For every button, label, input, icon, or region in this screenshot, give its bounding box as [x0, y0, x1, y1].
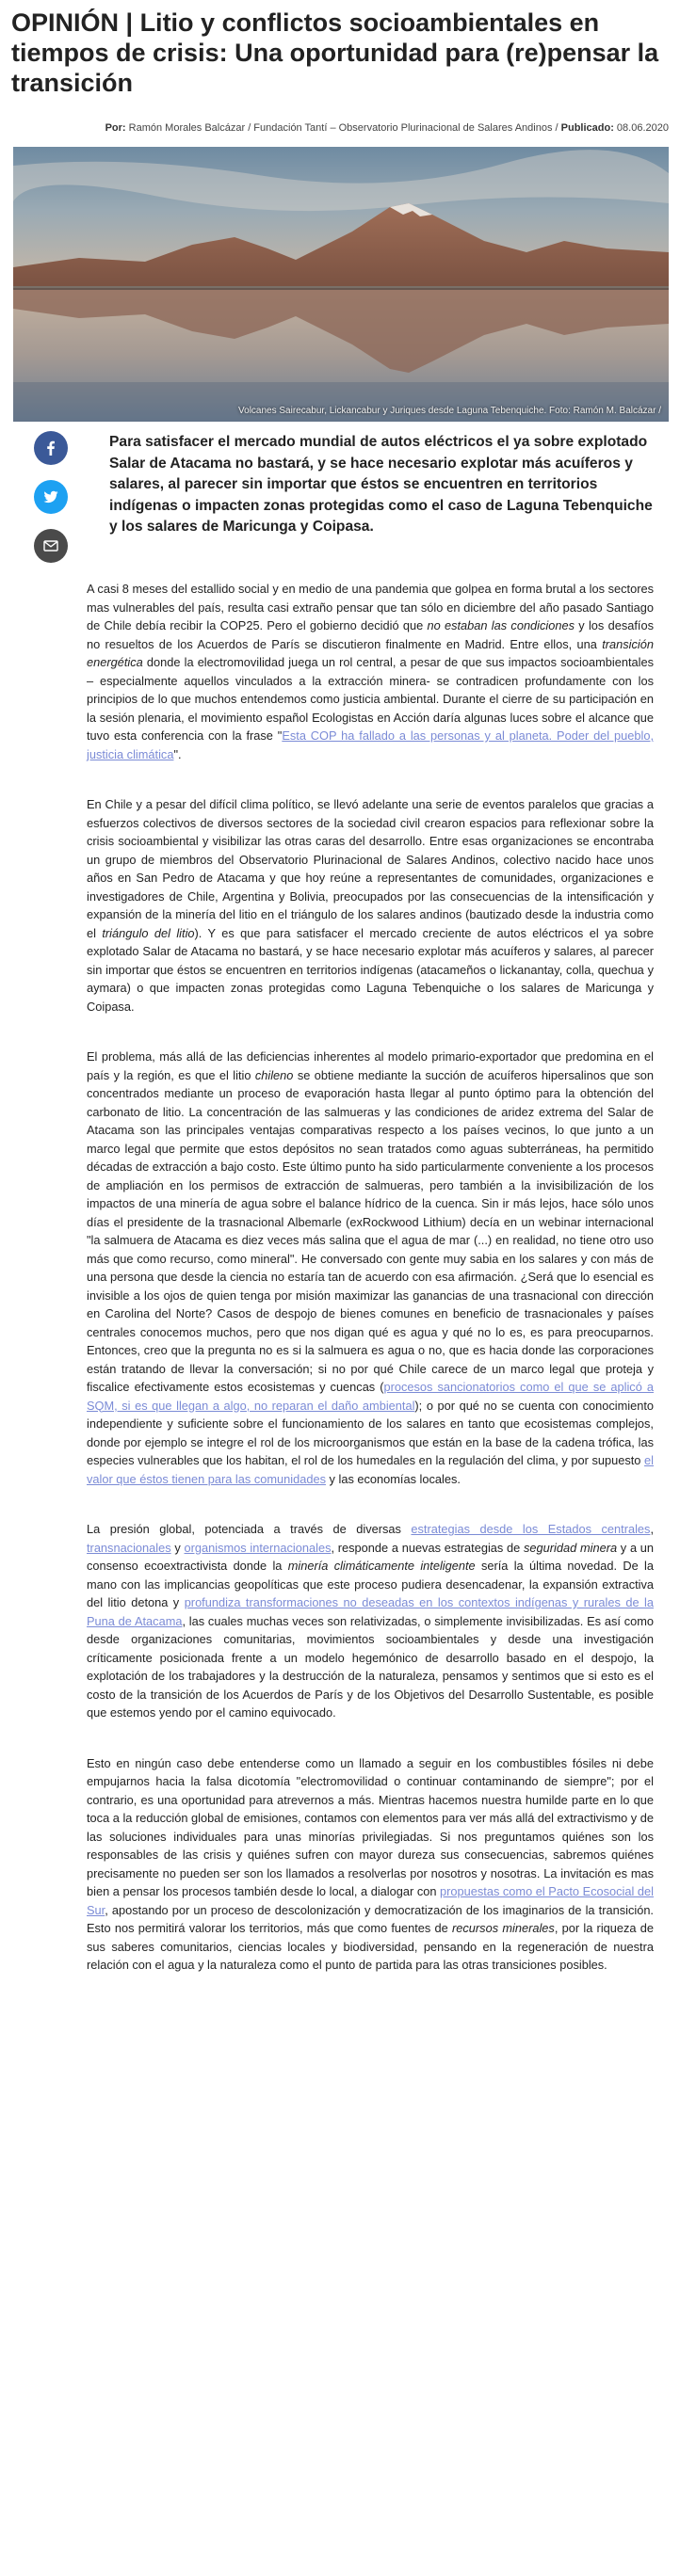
article-text: La presión global, potenciada a través de diversas: [87, 1522, 412, 1536]
article-text: ); o por qué no se cuenta con conocimiento independiente y suficiente sobre el funcionamiento de los salares en tanto que ecosistemas complejos, donde por ejemplo se integre el rol de los microorganismos que están en la base de la cadena trófica, las especies vulnerables que los habitan, el rol de los humedales en la regulación del clima, y por supuesto: [87, 1398, 655, 1467]
article-text: , responde a nuevas estrategias de: [331, 1540, 525, 1555]
article-text: , por la riqueza de sus saberes comunitarios, ciencias locales y biodiversidad, pensando en la regeneración de nuestra relación con el agua y la naturaleza como el punto de partida para las otras transiciones posibles.: [87, 1921, 654, 1972]
article-link[interactable]: el valor que éstos tienen para las comunidades: [87, 1453, 654, 1486]
article-text: donde la electromovilidad juega un rol central, a pesar de que sus impactos socioambientales – especialmente aquellos vinculados a la extracción minera- se contradicen profundamente con los principios de lo que muchos entendemos como justicia ambiental. Durante el cierre de su participación en la sesión plenaria, el movimiento español Ecologistas en Acción daría algunas luces sobre el alcance que tuvo esta conferencia con la frase ": [87, 655, 654, 743]
article-text: ). Y es que para satisfacer el mercado creciente de autos eléctricos el ya sobre explotado Salar de Atacama no bastará, y se hace necesario explotar más acuíferos y salares, al parecer sin importar que éstos se encuentren en territorios indígenas (atacameños o lickanantay, colla, quechua y aymara) o que impacten zonas protegidas como Laguna Tebenquiche o los salares de Maricunga y Coipasa.: [87, 925, 654, 1014]
byline-published-label: Publicado:: [560, 122, 614, 134]
article-link[interactable]: estrategias desde los Estados centrales: [411, 1522, 651, 1536]
article-emphasis: no estaban las condiciones: [427, 618, 575, 632]
article-text: y: [170, 1540, 185, 1555]
article-link[interactable]: Esta COP ha fallado a las personas y al planeta. Poder del pueblo, justicia climática: [87, 728, 654, 761]
article-text: El problema, más allá de las deficiencias inherentes al modelo primario-exportador que predomina en el país y la región, es que el litio: [87, 1049, 654, 1082]
article-paragraph: [87, 1048, 654, 1488]
article-text: y a un consenso ecoextractivista donde la: [87, 1540, 655, 1573]
article-lead: Para satisfacer el mercado mundial de autos eléctricos el ya sobre explotado Salar de Atacama no bastará, y se hace necesario explotar más acuíferos y salares, al parecer sin importar que éstos se encuentren en territorios indígenas o impacten zonas protegidas como el caso de Laguna Tebenquiche y los salares de Maricunga y Coipasa.: [109, 434, 653, 535]
article-text: , las cuales muchas veces son relativizadas, o simplemente invisibilizadas. Es así como desde organizaciones comunitarias, movimientos socioambientales y desde una investigación críticamente posicionada frente a un modelo hegemónico de desarrollo basado en el despojo, la explotación de los trabajadores y la destrucción de la naturaleza, pensamos y sentimos que si esto es el costo de la transición de los Acuerdos de París y de los Objetivos del Desarrollo Sustentable, es posible que estemos yendo por el camino equivocado.: [87, 1613, 654, 1720]
article-emphasis: minería climáticamente inteligente: [287, 1559, 476, 1573]
article-link[interactable]: transnacionales: [87, 1540, 171, 1555]
article-emphasis: triángulo del litio: [102, 925, 195, 940]
twitter-share-button[interactable]: [34, 480, 68, 514]
article-text: ,: [650, 1522, 654, 1536]
article-text: y las economías locales.: [325, 1471, 461, 1486]
article-link[interactable]: propuestas como el Pacto Ecosocial del Sur: [87, 1884, 654, 1917]
article-link[interactable]: procesos sancionatorios como el que se aplicó a SQM, si es que llegan a algo, no reparan el daño ambiental: [87, 1380, 654, 1413]
article-emphasis: recursos minerales: [452, 1921, 555, 1935]
article-text: A casi 8 meses del estallido social y en medio de una pandemia que golpea en forma brutal a los sectores mas vulnerables del país, resulta casi extraño pensar que tan sólo en diciembre del año pasado Santiago de Chile debía recibir la COP25. Pero el gobierno decidió que: [87, 582, 654, 632]
article-link[interactable]: profundiza transformaciones no deseadas en los contextos indígenas y rurales de la Puna de Atacama: [87, 1595, 655, 1628]
email-icon: [42, 537, 59, 554]
article-emphasis: transición energética: [87, 636, 654, 669]
article-text: sería la última novedad. De la mano con las implicancias geopolíticas que este proceso pudiera desencadenar, la expansión extractiva del litio detona y: [87, 1559, 654, 1609]
article-text: se obtiene mediante la succión de acuíferos hipersalinos que son concentrados mediante un proceso de evaporación hasta llegar al punto óptimo para la obtención del carbonato de litio. La concentración de las salmueras y las condiciones de aridez extrema del Salar de Atacama son las principales ventajas comparativas respecto a los países vecinos, lo que junto a un marco legal que permite que estos depósitos no sean tratados como aguas subterráneas, ha permitido décadas de extracción a bajo costo. Este último punto ha sido particularmente conveniente a los procesos de ampliación en los permisos de extracción de salmueras, pero también a la invisibilización de los impactos de una minería de agua sobre el balance hídrico de la cuenca. Sin ir más lejos, hace sólo unos días el presidente de la trasnacional Albemarle (exRockwood Lithium) decía en un webinar internacional "la salmuera de Atacama es diez veces más salina que el agua de mar (...) en realidad, no tiene otro uso más que como recurso, como mineral". He conversado con gente muy sabia en los salares y con más de una persona que desde la ciencia no estaría tan de acuerdo con esa afirmación. ¿Será que lo esencial es invisible a los ojos de quien tenga por misión maximizar las ganancias de una trasnacional con dirección en Carolina del Norte? Casos de despojo de bienes comunes en beneficio de trasnacionales y países centrales conocemos muchos, pero que nos digan qué es agua y qué no lo es, es para preocuparnos. Entonces, creo que la pregunta no es si la salmuera es agua o no, que es hacia donde las corporaciones están tratando de llevar la conversación; si no por qué Chile carece de un marco legal que proteja y fiscalice efectivamente estos ecosistemas y cuencas (: [87, 1067, 654, 1394]
article-byline: [0, 122, 669, 134]
article-body: [87, 580, 654, 2007]
email-share-button[interactable]: [34, 529, 68, 563]
image-caption: Volcanes Sairecabur, Lickancabur y Juriques desde Laguna Tebenquiche. Foto: Ramón M. Balcázar /: [238, 406, 661, 416]
volcano-lagoon-photo: [13, 147, 669, 422]
article-text: y los desafíos no resueltos de los Acuerdos de París se discutieron finalmente en Madrid. Entre ellos, una: [87, 618, 654, 651]
article-text: ".: [173, 746, 182, 761]
article-title: OPINIÓN | Litio y conflictos socioambientales en tiempos de crisis: Una oportunidad para (re)pensar la transición: [11, 8, 659, 97]
facebook-icon: [42, 440, 59, 456]
article-emphasis: chileno: [254, 1067, 294, 1082]
byline-date: 08.06.2020: [613, 122, 669, 134]
hero-image: [13, 147, 669, 422]
article-text: Esto en ningún caso debe entenderse como un llamado a seguir en los combustibles fósiles ni debe empujarnos hacia la falsa dicotomía "electromovilidad o continuar contaminando de siempre"; por el contrario, es una oportunidad para atrevernos a más. Mientras hacemos nuestra humilde parte en lo que toca a la reducción global de emisiones, contamos con elementos para ver más allá del extractivismo y de las soluciones individuales para unas minorías privilegiadas. Si nos preguntamos quiénes son los responsables de las crisis y quiénes sufren con mayor dureza sus consecuencias, sabremos quiénes precisamente no pueden ser son los llamados a resolverlas por nosotros y nosotras. La invitación es mas bien a pensar los procesos también desde lo local, a dialogar con: [87, 1755, 654, 1898]
byline-authors: Ramón Morales Balcázar / Fundación Tantí – Observatorio Plurinacional de Salares Andinos /: [125, 122, 561, 134]
article-text: , apostando por un proceso de descolonización y democratización de los imaginarios de la transición. Esto nos permitirá valorar los territorios, más que como fuentes de: [87, 1902, 654, 1935]
article-text: En Chile y a pesar del difícil clima político, se llevó adelante una serie de eventos paralelos que gracias a esfuerzos colectivos de diversos sectores de la sociedad civil crearon espacios para reflexionar sobre la crisis socioambiental y visibilizar las otras caras del desarrollo. Entre esas organizaciones se encontraba un grupo de miembros del Observatorio Plurinacional de Salares Andinos, colectivo nacido hace unos años en San Pedro de Atacama y que hoy reúne a representantes de comunidades, organizaciones e investigadores de Chile, Argentina y Bolivia, preocupados por las consecuencias de la intensificación y expansión de la minería del litio en el triángulo de los salares andinos (bautizado desde la industria como el: [87, 797, 654, 940]
article-link[interactable]: organismos internacionales: [184, 1540, 332, 1555]
article-paragraph: [87, 580, 654, 763]
article-paragraph: [87, 1520, 654, 1722]
article-emphasis: seguridad minera: [524, 1540, 618, 1555]
article-paragraph: [87, 795, 654, 1016]
twitter-icon: [42, 488, 59, 505]
facebook-share-button[interactable]: [34, 431, 68, 465]
article-paragraph: [87, 1754, 654, 1975]
byline-por-label: Por:: [105, 122, 126, 134]
